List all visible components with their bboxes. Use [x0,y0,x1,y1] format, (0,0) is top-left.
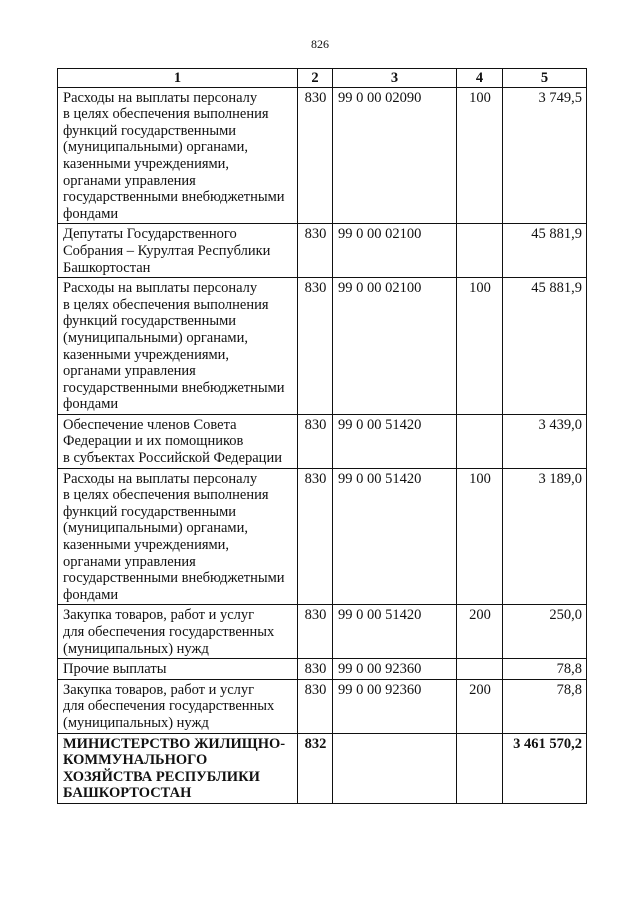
row-vr-cell: 100 [457,468,503,605]
page-number: 826 [311,37,329,51]
row-amount-cell: 3 439,0 [503,414,587,468]
row-name-line: Расходы на выплаты персоналу [63,280,258,297]
row-name-line: БАШКОРТОСТАН [63,785,192,802]
row-name-line: казенными учреждениями, [63,155,230,172]
row-name-line: Закупка товаров, работ и услуг [63,681,255,698]
row-vr-cell [457,659,503,680]
row-name-line: Обеспечение членов Совета [63,416,237,433]
row-name-line: казенными учреждениями, [63,346,230,363]
row-name-line: казенными учреждениями, [63,537,230,554]
row-name-line: ХОЗЯЙСТВА РЕСПУБЛИКИ [63,768,260,785]
row-name-cell [58,414,298,468]
row-gr-cell: 830 [298,468,333,605]
column-header-name: 1 [58,69,298,88]
row-name-line: органами управления [63,363,196,380]
row-name-line: Башкортостан [63,259,151,276]
table-body [58,87,587,803]
row-name-line: функций государственными [63,122,237,139]
row-csr-cell: 99 0 00 02100 [333,224,457,278]
row-name-line: Закупка товаров, работ и услуг [63,607,255,624]
row-name-line: фондами [63,205,119,222]
row-vr-cell: 200 [457,605,503,659]
row-name-line: Собрания – Курултая Республики [63,242,271,259]
row-name-line: МИНИСТЕРСТВО ЖИЛИЩНО- [63,735,286,752]
table-header-row [58,69,587,88]
row-vr-cell: 100 [457,87,503,224]
row-name-line: государственными внебюджетными [63,379,285,396]
row-name-line: Депутаты Государственного [63,226,237,243]
table-row [58,733,587,803]
row-vr-cell [457,414,503,468]
table-row [58,679,587,733]
budget-table [57,68,587,804]
row-name-line: функций государственными [63,313,237,330]
table-row [58,605,587,659]
row-csr-cell: 99 0 00 92360 [333,659,457,680]
column-header-amount: 5 [503,69,587,88]
row-name-line: государственными внебюджетными [63,189,285,206]
row-gr-cell: 830 [298,87,333,224]
row-name-line: Расходы на выплаты персоналу [63,89,258,106]
row-amount-cell: 45 881,9 [503,224,587,278]
row-csr-cell: 99 0 00 51420 [333,605,457,659]
row-name-line: в целях обеспечения выполнения [63,487,269,504]
row-name-line: фондами [63,586,119,603]
row-amount-cell: 250,0 [503,605,587,659]
row-amount-cell: 3 189,0 [503,468,587,605]
row-gr-cell: 830 [298,679,333,733]
row-amount-cell: 78,8 [503,679,587,733]
row-name-line: (муниципальными) органами, [63,329,248,346]
table-row [58,659,587,680]
row-name-line: в субъектах Российской Федерации [63,450,282,467]
table-row [58,278,587,415]
row-csr-cell: 99 0 00 02100 [333,278,457,415]
row-csr-cell: 99 0 00 02090 [333,87,457,224]
column-header-gr: 2 [298,69,333,88]
row-gr-cell: 830 [298,278,333,415]
row-name-line: государственными внебюджетными [63,570,285,587]
row-name-cell [58,278,298,415]
row-name-line: (муниципальными) органами, [63,520,248,537]
table-row [58,468,587,605]
row-gr-cell: 830 [298,414,333,468]
row-gr-cell: 832 [298,733,333,803]
row-vr-cell [457,224,503,278]
row-name-cell [58,733,298,803]
row-name-line: функций государственными [63,503,237,520]
row-name-cell [58,87,298,224]
row-name-cell [58,605,298,659]
row-name-cell [58,224,298,278]
row-amount-cell: 45 881,9 [503,278,587,415]
row-name-line: Расходы на выплаты персоналу [63,470,258,487]
row-name-line: для обеспечения государственных [63,698,275,715]
row-vr-cell: 100 [457,278,503,415]
row-amount-cell: 3 749,5 [503,87,587,224]
row-name-line: КОММУНАЛЬНОГО [63,752,208,769]
row-name-line: органами управления [63,553,196,570]
row-gr-cell: 830 [298,224,333,278]
row-csr-cell: 99 0 00 51420 [333,414,457,468]
row-name-cell [58,468,298,605]
table-row [58,87,587,224]
row-name-line: в целях обеспечения выполнения [63,296,269,313]
row-csr-cell: 99 0 00 92360 [333,679,457,733]
row-name-line: для обеспечения государственных [63,624,275,640]
column-header-vr: 4 [457,69,503,88]
row-csr-cell: 99 0 00 51420 [333,468,457,605]
row-amount-cell: 3 461 570,2 [503,733,587,803]
table-row [58,224,587,278]
table-row [58,414,587,468]
row-vr-cell: 200 [457,679,503,733]
row-name-line: (муниципальных) нужд [63,640,209,657]
row-name-cell [58,679,298,733]
row-gr-cell: 830 [298,605,333,659]
row-csr-cell [333,733,457,803]
row-gr-cell: 830 [298,659,333,680]
row-name-line: фондами [63,396,119,413]
row-name-line: (муниципальными) органами, [63,139,248,156]
row-amount-cell: 78,8 [503,659,587,680]
row-name-line: органами управления [63,172,196,189]
column-header-csr: 3 [333,69,457,88]
row-vr-cell [457,733,503,803]
row-name-line: в целях обеспечения выполнения [63,106,269,123]
row-name-line: (муниципальных) нужд [63,714,209,731]
row-name-line: Федерации и их помощников [63,433,244,450]
row-name-line: Прочие выплаты [63,661,167,678]
row-name-cell [58,659,298,680]
